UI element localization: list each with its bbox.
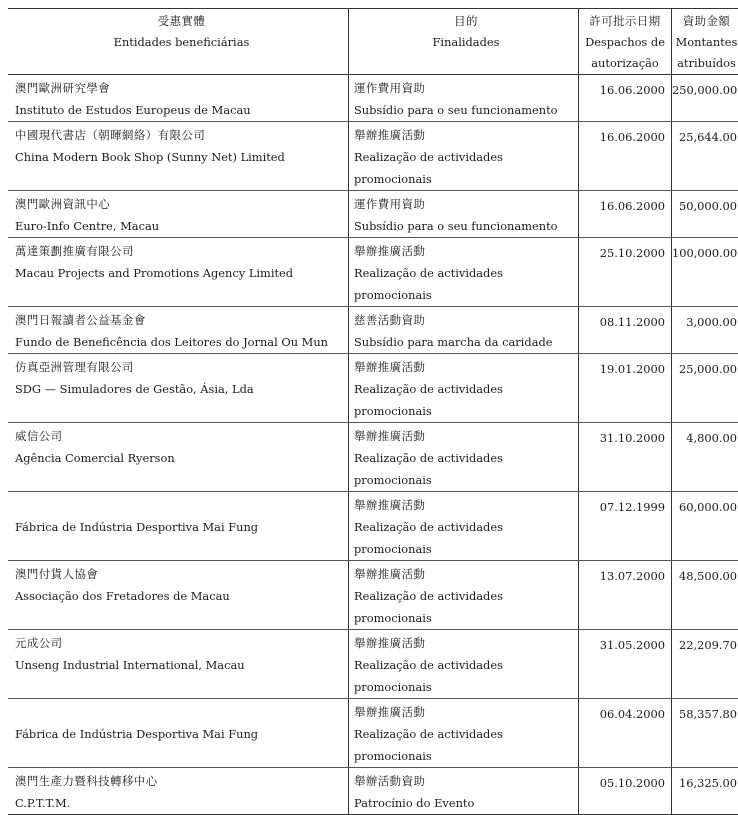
purpose-zh: 舉辦推廣活動 bbox=[354, 494, 578, 516]
table-row bbox=[8, 768, 738, 815]
header-amounts-pt2: atribuídos bbox=[672, 53, 738, 74]
authorization-date: 31.10.2000 bbox=[579, 423, 672, 492]
purpose-zh: 舉辦推廣活動 bbox=[354, 356, 578, 378]
purpose-cell bbox=[349, 122, 579, 191]
entity-name-pt: Fábrica de Indústria Desportiva Mai Fung bbox=[15, 516, 348, 538]
authorization-date: 25.10.2000 bbox=[579, 238, 672, 307]
table-row bbox=[8, 630, 738, 699]
amount: 250,000.00 bbox=[672, 75, 738, 122]
entity-name-zh: 澳門歐洲資訊中心 bbox=[15, 193, 348, 215]
purpose-pt: Realização de actividades promocionais bbox=[354, 516, 578, 560]
table-row bbox=[8, 238, 738, 307]
purpose-zh: 慈善活動資助 bbox=[354, 309, 578, 331]
entity-cell bbox=[8, 307, 349, 354]
purpose-cell bbox=[349, 354, 579, 423]
entity-name-zh: 澳門付貨人協會 bbox=[15, 563, 348, 585]
authorization-date: 07.12.1999 bbox=[579, 492, 672, 561]
table-row bbox=[8, 307, 738, 354]
purpose-cell bbox=[349, 699, 579, 768]
authorization-date: 06.04.2000 bbox=[579, 699, 672, 768]
authorization-date: 31.05.2000 bbox=[579, 630, 672, 699]
entity-name-pt: Macau Projects and Promotions Agency Limited bbox=[15, 262, 348, 284]
purpose-zh: 舉辦推廣活動 bbox=[354, 632, 578, 654]
entity-cell bbox=[8, 492, 349, 561]
amount: 60,000.00 bbox=[672, 492, 738, 561]
entity-name-zh: 澳門日報讀者公益基金會 bbox=[15, 309, 348, 331]
purpose-cell bbox=[349, 492, 579, 561]
header-dates-pt2: autorização bbox=[579, 53, 671, 74]
authorization-date: 16.06.2000 bbox=[579, 191, 672, 238]
header-dates bbox=[579, 9, 672, 75]
table-row bbox=[8, 75, 738, 122]
amount: 22,209.70 bbox=[672, 630, 738, 699]
amount: 50,000.00 bbox=[672, 191, 738, 238]
table-row bbox=[8, 423, 738, 492]
entity-cell bbox=[8, 423, 349, 492]
purpose-pt: Realização de actividades promocionais bbox=[354, 585, 578, 629]
entity-name-zh bbox=[15, 494, 348, 516]
amount: 100,000.00 bbox=[672, 238, 738, 307]
table-header-row bbox=[8, 9, 738, 75]
entity-cell bbox=[8, 768, 349, 815]
amount: 58,357.80 bbox=[672, 699, 738, 768]
purpose-cell bbox=[349, 630, 579, 699]
header-purposes-zh: 目的 bbox=[354, 11, 578, 32]
purpose-zh: 舉辦推廣活動 bbox=[354, 701, 578, 723]
table-row bbox=[8, 191, 738, 238]
entity-name-pt: Unseng Industrial International, Macau bbox=[15, 654, 348, 676]
purpose-cell bbox=[349, 561, 579, 630]
header-entities-zh: 受惠實體 bbox=[15, 11, 348, 32]
amount: 3,000.00 bbox=[672, 307, 738, 354]
amount: 16,325.00 bbox=[672, 768, 738, 815]
purpose-pt: Realização de actividades promocionais bbox=[354, 723, 578, 767]
header-amounts-zh: 資助金額 bbox=[672, 11, 738, 32]
entity-name-pt: Euro-Info Centre, Macau bbox=[15, 215, 348, 237]
header-amounts-pt1: Montantes bbox=[672, 32, 738, 53]
purpose-zh: 舉辦推廣活動 bbox=[354, 563, 578, 585]
header-dates-zh: 許可批示日期 bbox=[579, 11, 671, 32]
purpose-cell bbox=[349, 768, 579, 815]
purpose-zh: 運作費用資助 bbox=[354, 77, 578, 99]
table-row bbox=[8, 122, 738, 191]
entity-name-zh: 仿真亞洲管理有限公司 bbox=[15, 356, 348, 378]
entity-name-pt: Fundo de Beneficência dos Leitores do Jornal Ou Mun bbox=[15, 331, 348, 353]
entity-cell bbox=[8, 561, 349, 630]
entity-name-pt: Instituto de Estudos Europeus de Macau bbox=[15, 99, 348, 121]
purpose-pt: Realização de actividades promocionais bbox=[354, 654, 578, 698]
amount: 25,644.00 bbox=[672, 122, 738, 191]
purpose-pt: Subsídio para marcha da caridade bbox=[354, 331, 578, 353]
amount: 4,800.00 bbox=[672, 423, 738, 492]
entity-cell bbox=[8, 75, 349, 122]
purpose-cell bbox=[349, 307, 579, 354]
entity-name-zh: 萬達策劃推廣有限公司 bbox=[15, 240, 348, 262]
entity-cell bbox=[8, 699, 349, 768]
authorization-date: 13.07.2000 bbox=[579, 561, 672, 630]
entity-cell bbox=[8, 191, 349, 238]
header-entities bbox=[8, 9, 349, 75]
purpose-pt: Patrocínio do Evento bbox=[354, 792, 578, 814]
table-row bbox=[8, 492, 738, 561]
purpose-zh: 舉辦推廣活動 bbox=[354, 425, 578, 447]
entity-cell bbox=[8, 354, 349, 423]
amount: 25,000.00 bbox=[672, 354, 738, 423]
entity-name-pt: C.P.T.T.M. bbox=[15, 792, 348, 814]
header-purposes-pt: Finalidades bbox=[354, 32, 578, 53]
purpose-cell bbox=[349, 238, 579, 307]
table-row bbox=[8, 699, 738, 768]
authorization-date: 05.10.2000 bbox=[579, 768, 672, 815]
header-purposes bbox=[349, 9, 579, 75]
purpose-cell bbox=[349, 75, 579, 122]
subsidy-table bbox=[8, 8, 738, 815]
entity-name-zh: 澳門歐洲研究學會 bbox=[15, 77, 348, 99]
authorization-date: 16.06.2000 bbox=[579, 75, 672, 122]
entity-name-pt: SDG — Simuladores de Gestão, Ásia, Lda bbox=[15, 378, 348, 400]
authorization-date: 08.11.2000 bbox=[579, 307, 672, 354]
table-row bbox=[8, 561, 738, 630]
purpose-pt: Realização de actividades promocionais bbox=[354, 447, 578, 491]
authorization-date: 16.06.2000 bbox=[579, 122, 672, 191]
table-row bbox=[8, 354, 738, 423]
entity-cell bbox=[8, 630, 349, 699]
purpose-pt: Subsídio para o seu funcionamento bbox=[354, 215, 578, 237]
purpose-zh: 運作費用資助 bbox=[354, 193, 578, 215]
purpose-pt: Realização de actividades promocionais bbox=[354, 262, 578, 306]
entity-name-pt: Fábrica de Indústria Desportiva Mai Fung bbox=[15, 723, 348, 745]
header-dates-pt1: Despachos de bbox=[579, 32, 671, 53]
purpose-pt: Subsídio para o seu funcionamento bbox=[354, 99, 578, 121]
purpose-pt: Realização de actividades promocionais bbox=[354, 146, 578, 190]
entity-name-zh: 澳門生產力暨科技轉移中心 bbox=[15, 770, 348, 792]
entity-name-zh: 元成公司 bbox=[15, 632, 348, 654]
entity-cell bbox=[8, 122, 349, 191]
entity-name-pt: China Modern Book Shop (Sunny Net) Limited bbox=[15, 146, 348, 168]
header-amounts bbox=[672, 9, 738, 75]
purpose-zh: 舉辦活動資助 bbox=[354, 770, 578, 792]
entity-name-zh bbox=[15, 701, 348, 723]
entity-name-zh: 威信公司 bbox=[15, 425, 348, 447]
purpose-cell bbox=[349, 423, 579, 492]
authorization-date: 19.01.2000 bbox=[579, 354, 672, 423]
entity-cell bbox=[8, 238, 349, 307]
purpose-zh: 舉辦推廣活動 bbox=[354, 124, 578, 146]
entity-name-pt: Agência Comercial Ryerson bbox=[15, 447, 348, 469]
entity-name-pt: Associação dos Fretadores de Macau bbox=[15, 585, 348, 607]
purpose-cell bbox=[349, 191, 579, 238]
purpose-zh: 舉辦推廣活動 bbox=[354, 240, 578, 262]
header-entities-pt: Entidades beneficiárias bbox=[15, 32, 348, 53]
amount: 48,500.00 bbox=[672, 561, 738, 630]
entity-name-zh: 中國現代書店（朝暉網絡）有限公司 bbox=[15, 124, 348, 146]
purpose-pt: Realização de actividades promocionais bbox=[354, 378, 578, 422]
